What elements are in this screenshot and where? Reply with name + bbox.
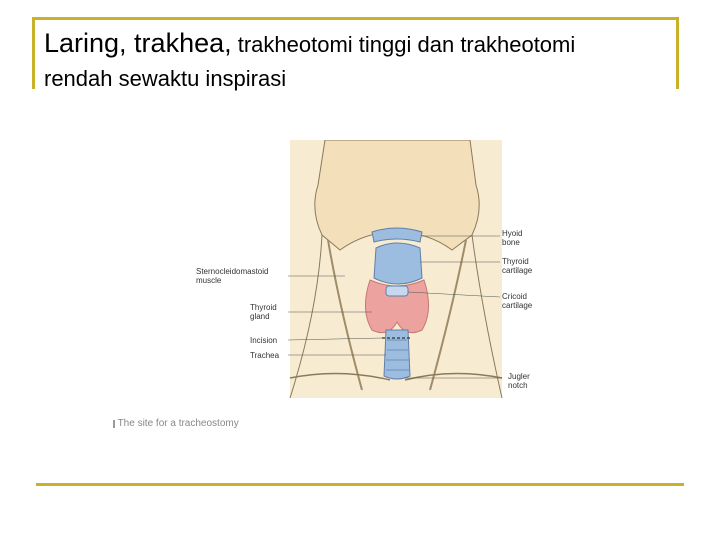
label-thyroid-cartilage-1: Thyroid [502, 257, 529, 266]
frame-right-rule [676, 17, 679, 89]
neck-anatomy-figure [190, 140, 545, 398]
title-part-1: Laring, trakhea, [44, 28, 232, 58]
slide-title [44, 25, 674, 94]
label-thyroid-gland-2: gland [250, 312, 270, 321]
figure-caption-text: The site for a tracheostomy [117, 418, 239, 429]
label-scm-2: muscle [196, 276, 222, 285]
title-line-2: rendah sewaktu inspirasi [44, 66, 287, 91]
frame-left-rule [32, 17, 35, 89]
figure-caption [112, 418, 239, 429]
label-scm-1: Sternocleidomastoid [196, 267, 269, 276]
label-cricoid-2: cartilage [502, 301, 533, 310]
label-trachea: Trachea [250, 351, 280, 360]
label-thyroid-gland-1: Thyroid [250, 303, 277, 312]
label-jugler-1: Jugler [508, 372, 530, 381]
cricoid-cartilage [386, 286, 408, 296]
label-jugler-2: notch [508, 381, 528, 390]
trachea [384, 330, 410, 379]
thyroid-cartilage [374, 243, 422, 284]
label-incision: Incision [250, 336, 278, 345]
label-cricoid-1: Cricoid [502, 292, 527, 301]
title-part-2: trakheotomi tinggi dan trakheotomi [231, 32, 576, 57]
label-hyoid-1: Hyoid [502, 229, 523, 238]
label-hyoid-2: bone [502, 238, 520, 247]
label-thyroid-cartilage-2: cartilage [502, 266, 533, 275]
frame-top-rule [32, 17, 679, 20]
frame-bottom-rule [36, 483, 684, 486]
